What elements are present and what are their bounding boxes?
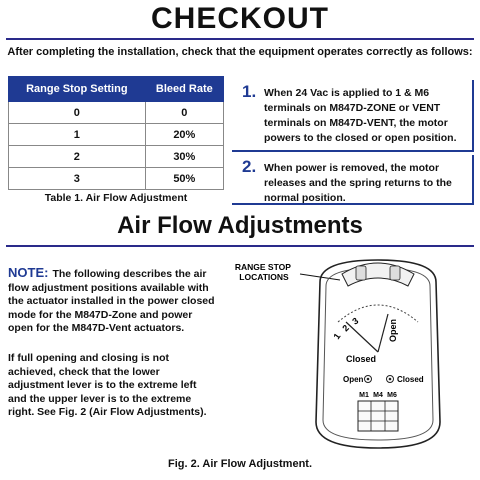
column-header: Bleed Rate xyxy=(145,77,223,102)
figure-caption: Fig. 2. Air Flow Adjustment. xyxy=(167,458,313,470)
divider xyxy=(6,245,474,247)
open-indicator-dot-icon xyxy=(367,378,370,381)
airflow-table xyxy=(8,76,224,190)
closed-label: Closed xyxy=(346,354,377,364)
right-indicator-label: Closed xyxy=(397,375,424,384)
note-label: NOTE: xyxy=(8,265,49,280)
table-cell: 50% xyxy=(145,168,223,190)
closed-indicator-dot-icon xyxy=(389,378,392,381)
table-cell: 2 xyxy=(9,146,146,168)
note-paragraph xyxy=(8,266,218,336)
step-number: 1. xyxy=(242,82,257,101)
table-cell: 0 xyxy=(145,102,223,124)
callout-line: LOCATIONS xyxy=(239,272,289,282)
left-indicator-label: Open xyxy=(343,375,364,384)
table-cell: 1 xyxy=(9,124,146,146)
callout-line: RANGE STOP xyxy=(234,262,291,272)
table-row xyxy=(9,124,224,146)
scale-label: 1 xyxy=(331,331,343,342)
table-cell: 3 xyxy=(9,168,146,190)
section-title: Air Flow Adjustments xyxy=(117,212,363,239)
table-cell: 20% xyxy=(145,124,223,146)
actuator-diagram xyxy=(228,252,478,456)
divider xyxy=(6,38,474,40)
terminal-label: M1 xyxy=(359,392,369,399)
column-header: Range Stop Setting xyxy=(9,77,146,102)
scale-label: 2 xyxy=(340,322,351,334)
step-2 xyxy=(232,155,474,205)
open-label: Open xyxy=(388,318,398,342)
table-row xyxy=(9,168,224,190)
table-row xyxy=(9,146,224,168)
dial-pointer xyxy=(346,322,378,352)
range-stop-handle xyxy=(356,266,366,280)
callout-label xyxy=(235,262,293,282)
table-row xyxy=(9,102,224,124)
page-title: CHECKOUT xyxy=(151,2,329,35)
step-1 xyxy=(232,80,474,152)
table-cell: 30% xyxy=(145,146,223,168)
note-paragraph-2: If full opening and closing is not achieved, check that the lower adjustment lever is to the extreme left and the upper lever is to the extreme right. See Fig. 2 (Air Flow Adjustments). xyxy=(8,352,207,418)
intro-text: After completing the installation, check that the equipment operates correctly as follows: xyxy=(7,46,473,58)
note-text: The following describes the air flow adjustment positions available with the actuator installed in the power closed mode for the M847D-Zone and power open for the M847D-Vent actuators. xyxy=(8,268,215,334)
dial-pointer xyxy=(378,314,388,352)
step-text: When 24 Vac is applied to 1 & M6 terminals on M847D-ZONE or VENT terminals on M847D-VENT, the motor powers to the closed or open position. xyxy=(264,87,457,144)
step-text: When power is removed, the motor releases and the spring returns to the normal position. xyxy=(264,162,452,204)
terminal-label: M4 xyxy=(373,392,383,399)
terminal-label: M6 xyxy=(387,392,397,399)
table-caption: Table 1. Air Flow Adjustment xyxy=(44,192,188,204)
scale-label: 3 xyxy=(350,315,361,327)
range-stop-lever xyxy=(342,263,414,286)
terminal-block xyxy=(358,401,398,431)
step-number: 2. xyxy=(242,157,257,176)
range-stop-handle xyxy=(390,266,400,280)
table-cell: 0 xyxy=(9,102,146,124)
table-header-row xyxy=(9,77,224,102)
